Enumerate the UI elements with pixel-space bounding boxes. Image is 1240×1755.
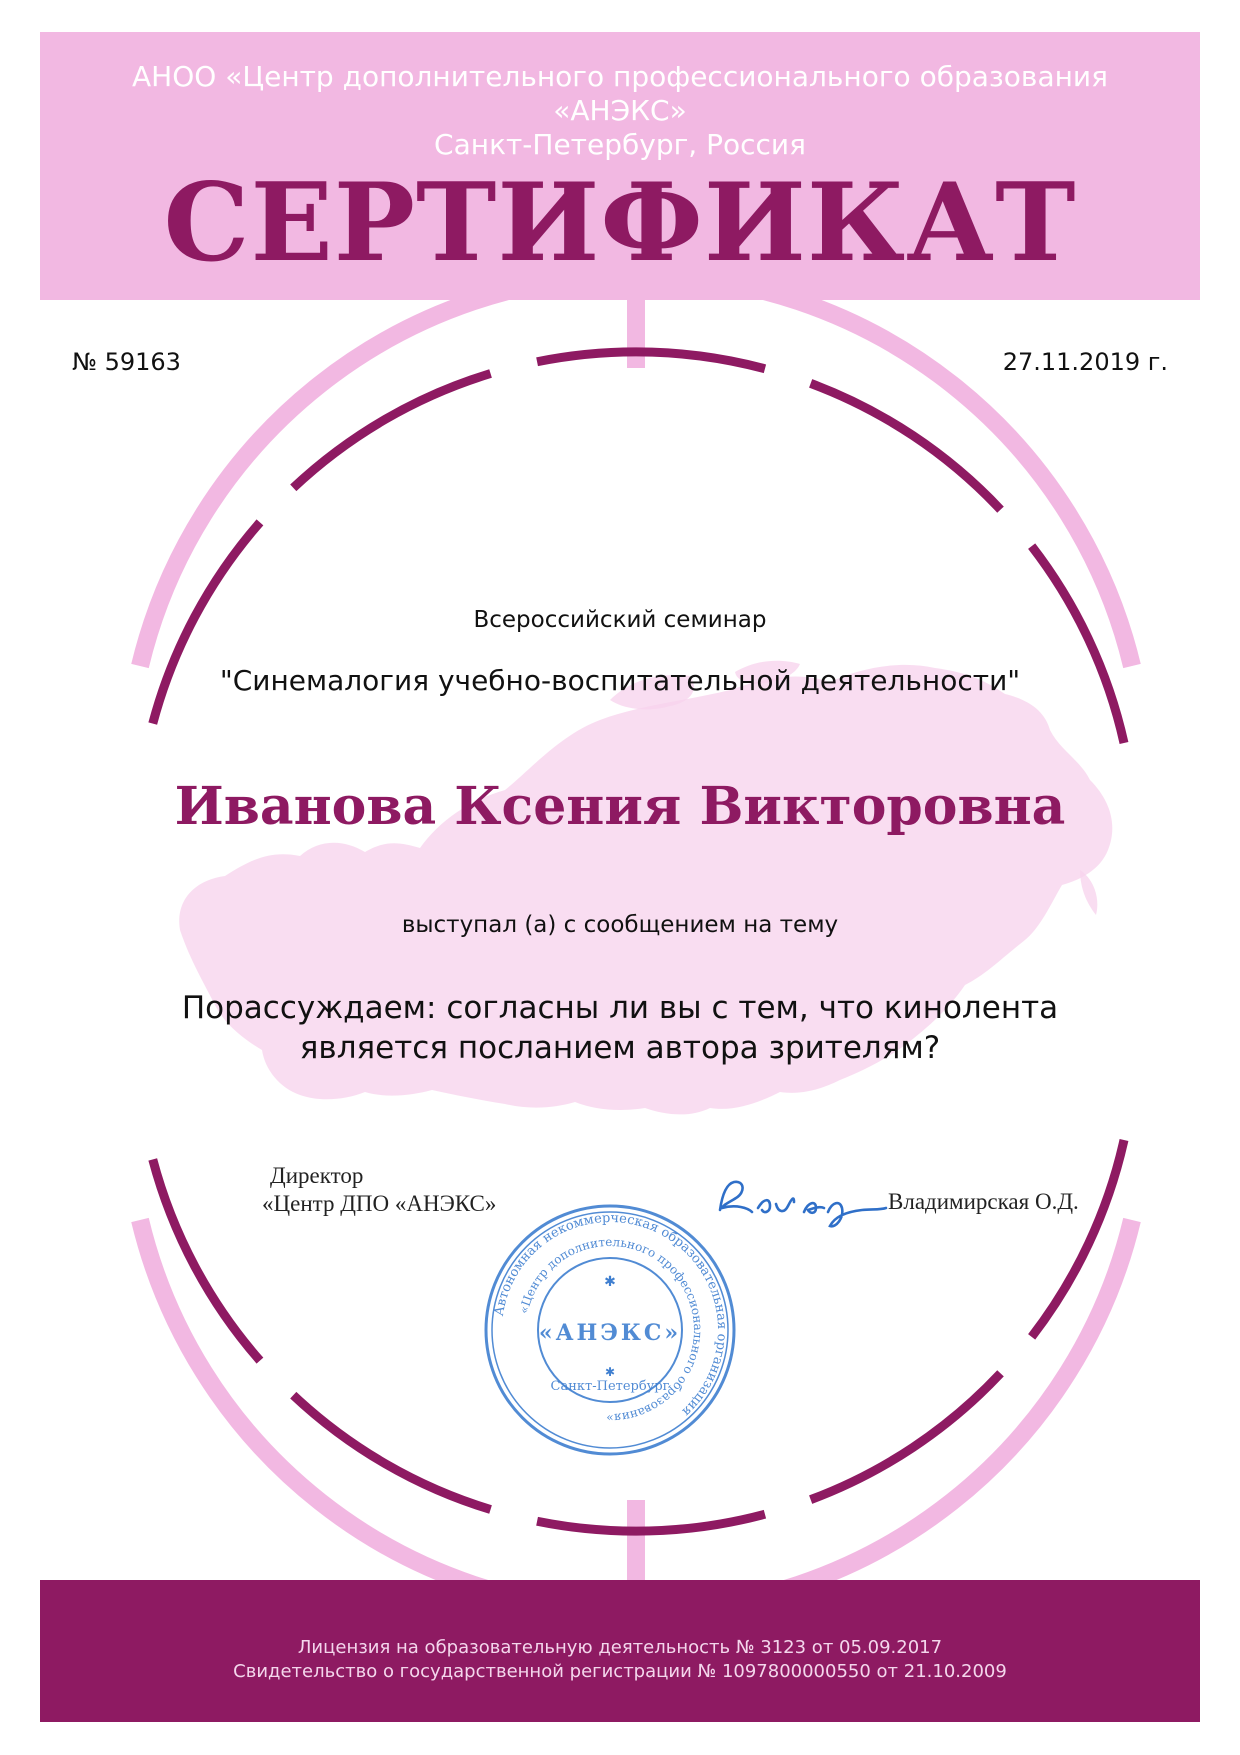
participation-action: выступал (а) с сообщением на тему — [401, 912, 839, 938]
stamp-center-text: «АНЭКС» — [538, 1320, 682, 1346]
stamp-star-top: ✱ — [604, 1274, 616, 1290]
stamp-outer-text: Автономная некоммерческая образовательная организация — [491, 1210, 730, 1420]
director-block — [262, 1162, 496, 1218]
org-name-line1: АНОО «Центр дополнительного профессионального образования — [132, 60, 1108, 93]
seminar-type: Всероссийский семинар — [473, 607, 767, 633]
org-city: Санкт-Петербург, Россия — [434, 128, 806, 161]
certificate-date: 27.11.2019 г. — [1002, 348, 1168, 376]
org-name-line2: «АНЭКС» — [553, 94, 687, 127]
topic-line-1: Порассуждаем: согласны ли вы с тем, что кинолента — [181, 990, 1059, 1026]
signer-name: Владимирская О.Д. — [888, 1189, 1079, 1214]
stamp-star-bottom: ✱ — [604, 1365, 616, 1379]
director-title: Директор — [270, 1163, 364, 1188]
stamp-city: Санкт-Петербург — [550, 1379, 670, 1394]
certificate-number: № 59163 — [72, 348, 181, 376]
seminar-name: "Синемалогия учебно-воспитательной деятельности" — [219, 664, 1021, 697]
registration-info: Свидетельство о государственной регистрации № 1097800000550 от 21.10.2009 — [233, 1661, 1007, 1682]
stamp-inner-text: «Центр дополнительного профессионального образования» — [516, 1234, 706, 1426]
recipient-name: Иванова Ксения Викторовна — [174, 776, 1066, 837]
director-org: «Центр ДПО «АНЭКС» — [262, 1191, 497, 1216]
certificate-title: СЕРТИФИКАТ — [163, 160, 1077, 286]
license-info: Лицензия на образовательную деятельность № 3123 от 05.09.2017 — [297, 1637, 943, 1658]
organization-stamp — [480, 1200, 740, 1460]
footer-band — [40, 1580, 1200, 1722]
topic-line-2: является посланием автора зрителям? — [299, 1030, 941, 1066]
presentation-topic — [120, 988, 1120, 1068]
